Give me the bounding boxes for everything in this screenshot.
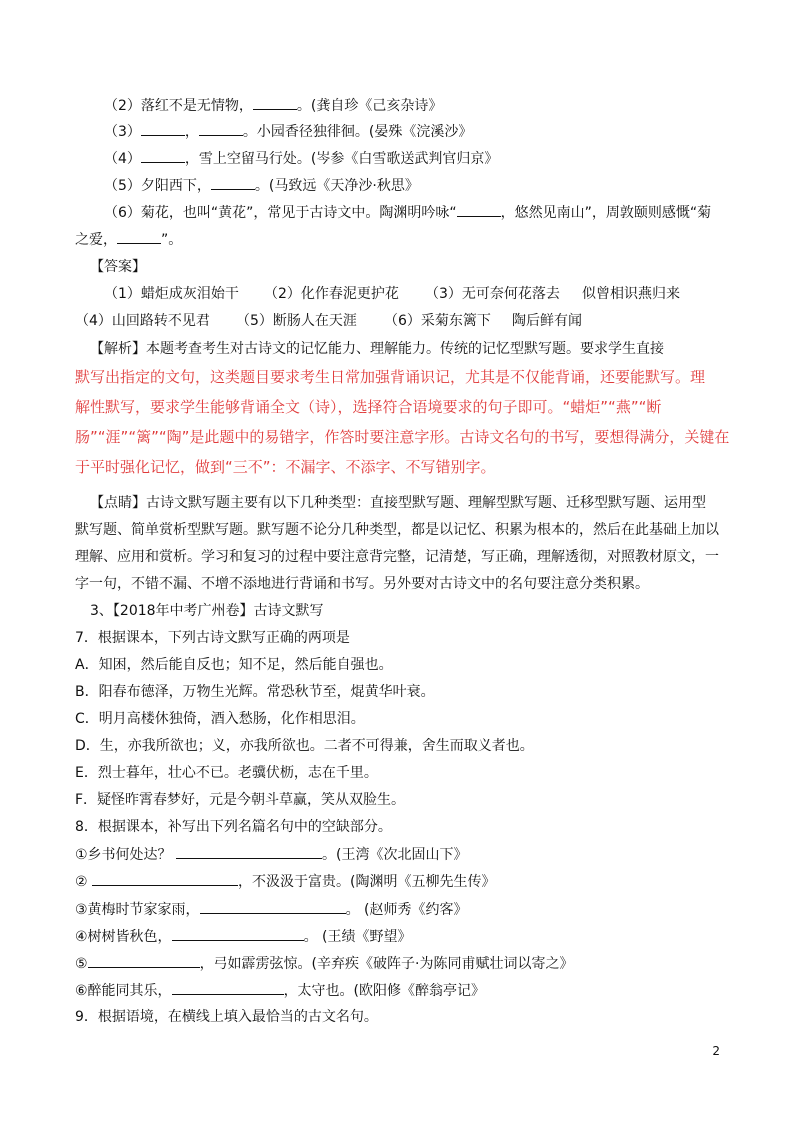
q8-item-1: ①乡书何处达？ 。(王湾《次北固山下》 [75, 847, 468, 863]
answer-4: （4）山回路转不见君 [75, 313, 210, 329]
question-7: 7．根据课本，下列古诗文默写正确的两项是 [75, 630, 350, 646]
page-number: 2 [712, 1044, 720, 1058]
answer-blank [141, 122, 185, 136]
question-8: 8．根据课本，补写出下列名篇名句中的空缺部分。 [75, 819, 392, 835]
answer-2: （2）化作春泥更护花 [264, 286, 399, 302]
section-heading: 3、【2018年中考广州卷】古诗文默写 [90, 603, 324, 619]
answer-blank [176, 845, 322, 859]
fill-line-6-cont: 之爱， ”。 [75, 232, 183, 248]
fill-line-2: （2）落红不是无情物， 。(龚自珍《己亥杂诗》 [104, 98, 443, 114]
tips-line-1: 【点睛】古诗文默写题主要有以下几种类型：直接型默写题、理解型默写题、迁移型默写题、运用型 [90, 495, 706, 511]
answer-blank [141, 149, 185, 163]
option-c: C．明月高楼休独倚，酒入愁肠，化作相思泪。 [75, 711, 365, 727]
option-d: D．生，亦我所欲也；义，亦我所欲也。二者不可得兼，舍生而取义者也。 [75, 738, 534, 754]
answer-blank [253, 96, 297, 110]
answer-blank [199, 122, 243, 136]
analysis-red-line-4: 于平时强化记忆，做到“三不”：不漏字、不添字、不写错别字。 [75, 458, 496, 476]
answer-blank [88, 954, 200, 968]
analysis-red-line-3: 肠”“涯”“篱”“陶”是此题中的易错字，作答时要注意字形。古诗文名句的书写，要想得满分，关键在 [75, 428, 730, 446]
analysis-first-line: 【解析】本题考查考生对古诗文的记忆能力、理解能力。传统的记忆型默写题。要求学生直接 [90, 341, 664, 357]
option-b: B．阳春布德泽，万物生光辉。常恐秋节至，焜黄华叶衰。 [75, 684, 435, 700]
analysis-red-line-2: 解性默写，要求学生能够背诵全文（诗），选择符合语境要求的句子即可。“蜡炬”“燕”“断 [75, 398, 662, 416]
answer-blank [211, 176, 255, 190]
answer-heading: 【答案】 [90, 259, 146, 275]
answer-blank [172, 981, 284, 995]
tips-line-2: 默写题、简单赏析型默写题。默写题不论分几种类型，都是以记忆、积累为根本的，然后在此基础上加以 [75, 522, 719, 538]
q8-item-5: ⑤ ，弓如霹雳弦惊。(辛弃疾《破阵子·为陈同甫赋壮词以寄之》 [75, 956, 574, 972]
q8-item-4: ④树树皆秋色， 。 (王绩《野望》 [75, 929, 412, 945]
q8-item-2: ② ，不汲汲于富贵。(陶渊明《五柳先生传》 [75, 874, 496, 890]
q8-item-3: ③黄梅时节家家雨， 。 (赵师秀《约客》 [75, 902, 468, 918]
answer-6b: 陶后鲜有闻 [512, 313, 582, 329]
answer-blank [117, 230, 161, 244]
fill-line-6: （6）菊花，也叫“黄花”，常见于古诗文中。陶渊明吟咏“ ，悠然见南山”，周敦颐则感慨“菊 [104, 205, 712, 221]
question-9: 9．根据语境，在横线上填入最恰当的古文名句。 [75, 1009, 378, 1025]
tips-line-4: 字一句，不错不漏、不增不添地进行背诵和书写。另外要对古诗文中的名句要注意分类积累。 [75, 576, 649, 592]
answer-3b: 似曾相识燕归来 [582, 286, 680, 302]
answer-blank [92, 872, 238, 886]
answer-5: （5）断肠人在天涯 [236, 313, 357, 329]
q8-item-6: ⑥醉能同其乐， ，太守也。(欧阳修《醉翁亭记》 [75, 983, 486, 999]
option-a: A．知困，然后能自反也；知不足，然后能自强也。 [75, 657, 393, 673]
analysis-red-line-1: 默写出指定的文句，这类题目要求考生日常加强背诵识记，尤其是不仅能背诵，还要能默写。理 [75, 368, 706, 386]
answer-6: （6）采菊东篱下 [384, 313, 491, 329]
option-e: E．烈士暮年，壮心不已。老骥伏枥，志在千里。 [75, 765, 378, 781]
answer-blank [457, 203, 501, 217]
fill-line-3: （3） ， 。小园香径独徘徊。(晏殊《浣溪沙》 [104, 124, 473, 140]
answer-blank [172, 927, 304, 941]
answer-blank [200, 900, 346, 914]
tips-line-3: 理解、应用和赏析。学习和复习的过程中要注意背完整，记清楚，写正确，理解透彻，对照教材原文，一 [75, 549, 719, 565]
fill-line-5: （5）夕阳西下， 。(马致远《天净沙·秋思》 [104, 178, 419, 194]
option-f: F．疑怪昨霄春梦好，元是今朝斗草赢，笑从双脸生。 [75, 792, 406, 808]
answer-3: （3）无可奈何花落去 [425, 286, 560, 302]
fill-line-4: （4） ，雪上空留马行处。(岑参《白雪歌送武判官归京》 [104, 151, 499, 167]
answer-1: （1）蜡炬成灰泪始干 [104, 286, 239, 302]
